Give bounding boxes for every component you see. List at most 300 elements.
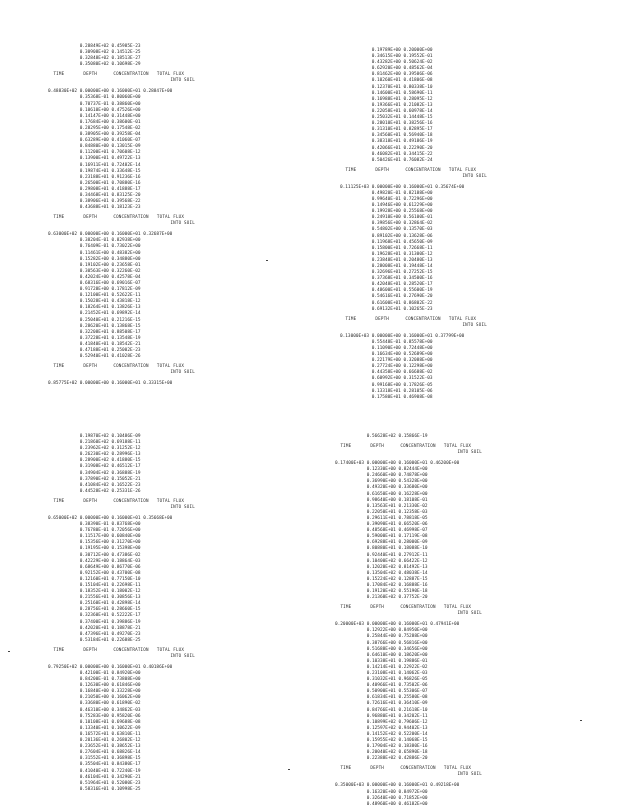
depth-value: 0.23652E+01 bbox=[79, 744, 109, 750]
header-depth: DEPTH bbox=[370, 765, 385, 771]
header-concentration: CONCENTRATION bbox=[400, 765, 436, 771]
concentration-value: 0.31270E+00 bbox=[111, 540, 141, 546]
depth-value: 0.15955E+02 bbox=[366, 738, 396, 744]
concentration-value: 0.12887E-15 bbox=[398, 576, 428, 582]
concentration-value: 0.34880E+00 bbox=[111, 256, 141, 262]
concentration-value: 0.52622E-11 bbox=[111, 293, 141, 299]
depth-value: 0.16911E+01 bbox=[79, 162, 109, 168]
depth-value: 0.00000E+00 bbox=[79, 89, 109, 95]
concentration-value: 0.33648E-15 bbox=[111, 168, 141, 174]
depth-value: 0.46104E+01 bbox=[79, 774, 109, 780]
depth-value: 0.32848E+02 bbox=[79, 56, 109, 62]
header-time: TIME bbox=[53, 214, 65, 220]
depth-value: 0.12020E+02 bbox=[366, 564, 396, 570]
depth-value: 0.00000E+00 bbox=[366, 461, 396, 467]
depth-value: 0.21556E+01 bbox=[79, 595, 109, 601]
depth-value: 0.61600E+01 bbox=[371, 300, 401, 306]
depth-value: 0.13563E+01 bbox=[366, 503, 396, 509]
depth-value: 0.10400E+02 bbox=[366, 558, 396, 564]
depth-value: 0.33680E+00 bbox=[79, 701, 109, 707]
concentration-value: 0.42578E-04 bbox=[111, 274, 141, 280]
concentration-value: 0.27690E-20 bbox=[403, 294, 433, 300]
concentration-value: 0.45985E-23 bbox=[111, 44, 141, 49]
concentration-value: 0.20000E+00 bbox=[403, 48, 433, 53]
concentration-value: 0.41880E-15 bbox=[111, 458, 141, 464]
concentration-value: 0.28000E-09 bbox=[398, 540, 428, 546]
concentration-value: 0.41806E-08 bbox=[403, 78, 433, 84]
concentration-value: 0.28660E-15 bbox=[111, 607, 141, 613]
column-header bbox=[48, 71, 195, 83]
header-concentration: CONCENTRATION bbox=[405, 315, 441, 321]
depth-value: 0.51964E+01 bbox=[79, 780, 109, 786]
depth-value: 0.00000E+00 bbox=[366, 622, 396, 628]
depth-value: 0.36990E+00 bbox=[366, 479, 396, 485]
data-row bbox=[335, 434, 482, 440]
concentration-value: 0.13826E-13 bbox=[111, 305, 141, 311]
depth-value: 0.62920E+00 bbox=[371, 66, 401, 72]
column-header bbox=[335, 443, 482, 455]
column-header-line bbox=[340, 322, 487, 328]
header-time: TIME bbox=[345, 315, 357, 321]
data-row bbox=[48, 489, 195, 495]
depth-value: 0.99640E-01 bbox=[371, 196, 401, 202]
depth-value: 0.00000E+00 bbox=[371, 184, 401, 190]
depth-value: 0.28849E+02 bbox=[79, 44, 109, 49]
concentration-value: 0.31300E-12 bbox=[403, 251, 433, 257]
header-flux-2: INTO SOIL bbox=[170, 652, 195, 658]
concentration-value: 0.32864E-02 bbox=[403, 221, 433, 227]
depth-value: 0.10610E+00 bbox=[79, 107, 109, 113]
depth-value: 0.19366E+01 bbox=[371, 102, 401, 108]
depth-value: 0.25160E+01 bbox=[79, 601, 109, 607]
depth-value: 0.84766E+01 bbox=[366, 707, 396, 713]
concentration-value: 0.22698E-11 bbox=[111, 582, 141, 588]
header-depth: DEPTH bbox=[83, 497, 98, 503]
concentration-value: 0.16000E+01 bbox=[111, 89, 141, 95]
concentration-value: 0.94402E-13 bbox=[398, 725, 428, 731]
depth-value: 0.10260E+01 bbox=[371, 78, 401, 84]
depth-value: 0.69132E+01 bbox=[371, 306, 401, 312]
header-time: TIME bbox=[340, 765, 352, 771]
concentration-value: 0.18513E-27 bbox=[111, 56, 141, 62]
concentration-value: 0.76082E-24 bbox=[403, 157, 433, 163]
depth-value: 0.42066E+01 bbox=[371, 145, 401, 151]
depth-value: 0.14214E+01 bbox=[366, 664, 396, 670]
depth-value: 0.22179E+00 bbox=[371, 358, 401, 364]
concentration-value: 0.69188E-11 bbox=[111, 440, 141, 446]
concentration-value: 0.32260E-02 bbox=[111, 268, 141, 274]
column-header-line bbox=[335, 610, 482, 616]
concentration-value: 0.56940E-18 bbox=[403, 133, 433, 139]
depth-value: 0.23108E+01 bbox=[366, 671, 396, 676]
depth-value: 0.19789E+00 bbox=[371, 48, 401, 53]
concentration-value: 0.85578E+00 bbox=[403, 339, 433, 345]
concentration-value: 0.41888E-17 bbox=[111, 186, 141, 192]
depth-value: 0.47396E+01 bbox=[79, 631, 109, 637]
concentration-value: 0.15052E-21 bbox=[111, 476, 141, 482]
time-value: 0.85775E+02 bbox=[48, 381, 78, 387]
depth-value: 0.11461E+00 bbox=[79, 250, 109, 256]
concentration-value: 0.26802E-12 bbox=[111, 738, 141, 744]
column-header-line bbox=[335, 449, 482, 455]
depth-value: 0.98640E+00 bbox=[366, 497, 396, 503]
concentration-value: 0.63810E-11 bbox=[111, 731, 141, 737]
concentration-value: 0.66688E-02 bbox=[403, 370, 433, 376]
concentration-value: 0.91236E-16 bbox=[111, 174, 141, 180]
depth-value: 0.31552E+01 bbox=[79, 756, 109, 762]
concentration-value: 0.77150E-10 bbox=[111, 576, 141, 582]
concentration-value: 0.46998E-07 bbox=[398, 528, 428, 534]
concentration-value: 0.14448E-15 bbox=[403, 115, 433, 121]
depth-value: 0.10899E+02 bbox=[366, 719, 396, 725]
column-header bbox=[335, 765, 482, 777]
concentration-value: 0.17119E-08 bbox=[398, 534, 428, 540]
depth-value: 0.13504E+02 bbox=[366, 570, 396, 576]
concentration-value: 0.79606E-12 bbox=[398, 719, 428, 725]
depth-value: 0.50426E+01 bbox=[371, 157, 401, 163]
depth-value: 0.91728E+00 bbox=[79, 287, 109, 293]
concentration-value: 0.31448E+00 bbox=[111, 113, 141, 119]
data-row bbox=[340, 395, 487, 401]
concentration-value: 0.52689E+00 bbox=[403, 352, 433, 358]
header-time: TIME bbox=[340, 604, 352, 610]
depth-value: 0.23848E+01 bbox=[371, 257, 401, 263]
depth-value: 0.17904E+02 bbox=[366, 744, 396, 750]
column-header bbox=[340, 167, 487, 179]
concentration-value: 0.37752E-20 bbox=[398, 595, 428, 601]
depth-value: 0.13318E+01 bbox=[371, 388, 401, 394]
depth-value: 0.40966E+01 bbox=[366, 683, 396, 689]
concentration-value: 0.70608E-12 bbox=[111, 150, 141, 156]
data-row-time bbox=[48, 381, 195, 387]
depth-value: 0.37228E+01 bbox=[79, 335, 109, 341]
depth-value: 0.17684E+00 bbox=[79, 119, 109, 125]
depth-value: 0.26500E+01 bbox=[79, 180, 109, 186]
concentration-value: 0.16000E+01 bbox=[111, 232, 141, 238]
depth-value: 0.16572E+01 bbox=[79, 731, 109, 737]
header-depth: DEPTH bbox=[83, 363, 98, 369]
concentration-value: 0.38652E-13 bbox=[111, 744, 141, 750]
depth-value: 0.37400E+01 bbox=[79, 619, 109, 625]
concentration-value: 0.22688E-25 bbox=[111, 637, 141, 643]
column-header-line bbox=[48, 220, 195, 226]
header-flux: TOTAL FLUX bbox=[156, 363, 185, 369]
concentration-value: 0.47386E-02 bbox=[111, 552, 141, 558]
concentration-value: 0.74878E+00 bbox=[398, 473, 428, 479]
concentration-value: 0.17548E-02 bbox=[111, 125, 141, 131]
depth-value: 0.58316E+01 bbox=[79, 786, 109, 792]
depth-value: 0.19120E+02 bbox=[366, 589, 396, 595]
concentration-value: 0.54328E+00 bbox=[398, 479, 428, 485]
flux-value: 0.40186E+00 bbox=[143, 664, 173, 670]
concentration-value: 0.41060E-07 bbox=[111, 138, 141, 144]
depth-value: 0.13340E+01 bbox=[79, 725, 109, 731]
concentration-value: 0.72668E-11 bbox=[403, 245, 433, 251]
concentration-value: 0.10265E-23 bbox=[403, 306, 433, 312]
depth-value: 0.42024E+00 bbox=[79, 274, 109, 280]
depth-value: 0.23962E+02 bbox=[79, 446, 109, 452]
concentration-value: 0.21618E-10 bbox=[398, 707, 428, 713]
concentration-value: 0.83125E-20 bbox=[111, 192, 141, 198]
concentration-value: 0.18123E-23 bbox=[111, 205, 141, 211]
depth-value: 0.38766E+00 bbox=[366, 640, 396, 646]
depth-value: 0.17580E+01 bbox=[371, 394, 401, 400]
concentration-value: 0.69892E-14 bbox=[111, 311, 141, 317]
concentration-value: 0.36410E-09 bbox=[398, 701, 428, 707]
data-row bbox=[340, 158, 487, 164]
depth-value: 0.11090E+00 bbox=[371, 345, 401, 351]
concentration-value: 0.49186E-19 bbox=[403, 139, 433, 145]
concentration-value: 0.22290E-20 bbox=[403, 145, 433, 151]
depth-value: 0.21360E+02 bbox=[366, 595, 396, 601]
concentration-value: 0.31522E-03 bbox=[403, 376, 433, 382]
concentration-value: 0.21216E-15 bbox=[111, 317, 141, 323]
concentration-value: 0.80060E+00 bbox=[111, 95, 141, 101]
flux-value: 0.46200E+00 bbox=[430, 461, 460, 467]
depth-value: 0.64610E+00 bbox=[366, 652, 396, 658]
header-flux-2: INTO SOIL bbox=[170, 369, 195, 375]
depth-value: 0.16634E+00 bbox=[371, 352, 401, 358]
depth-value: 0.12100E+01 bbox=[79, 293, 109, 299]
depth-value: 0.38390E-01 bbox=[79, 522, 109, 528]
header-flux-2: INTO SOIL bbox=[462, 172, 487, 178]
concentration-value: 0.32088E+00 bbox=[403, 358, 433, 364]
depth-value: 0.68649E+00 bbox=[79, 564, 109, 570]
depth-value: 0.10108E+01 bbox=[79, 719, 109, 725]
column-header bbox=[48, 647, 195, 659]
depth-value: 0.15800E+01 bbox=[371, 245, 401, 251]
concentration-value: 0.10998E-25 bbox=[111, 786, 141, 792]
depth-value: 0.28756E+01 bbox=[79, 607, 109, 613]
depth-value: 0.60992E+00 bbox=[371, 376, 401, 382]
depth-value: 0.46082E+01 bbox=[371, 151, 401, 157]
depth-value: 0.34560E+01 bbox=[371, 133, 401, 139]
depth-value: 0.42100E-01 bbox=[79, 671, 109, 676]
depth-value: 0.42020E+01 bbox=[79, 625, 109, 631]
concentration-value: 0.81492E-13 bbox=[398, 564, 428, 570]
concentration-value: 0.55306E-07 bbox=[398, 689, 428, 695]
concentration-value: 0.10698E-29 bbox=[111, 62, 141, 68]
depth-value: 0.17084E+02 bbox=[366, 582, 396, 588]
depth-value: 0.14147E+00 bbox=[79, 113, 109, 119]
depth-value: 0.96880E+01 bbox=[366, 713, 396, 719]
depth-value: 0.16320E+00 bbox=[366, 789, 396, 795]
depth-value: 0.37368E+01 bbox=[371, 276, 401, 282]
flux-value: 0.28847E+00 bbox=[143, 89, 173, 95]
header-flux-2: INTO SOIL bbox=[457, 771, 482, 777]
time-value: 0.11125E+03 bbox=[340, 184, 370, 190]
concentration-value: 0.82938E+00 bbox=[111, 238, 141, 244]
concentration-value: 0.72296E+00 bbox=[403, 196, 433, 202]
concentration-value: 0.86802E-22 bbox=[403, 300, 433, 306]
header-concentration: CONCENTRATION bbox=[113, 363, 149, 369]
depth-value: 0.19874E+01 bbox=[79, 168, 109, 174]
concentration-value: 0.50624E-02 bbox=[403, 60, 433, 66]
depth-value: 0.43282E+00 bbox=[371, 60, 401, 66]
concentration-value: 0.13015E-09 bbox=[111, 144, 141, 150]
concentration-value: 0.41028E-26 bbox=[111, 354, 141, 360]
concentration-value: 0.42898E-14 bbox=[111, 601, 141, 607]
depth-value: 0.00000E+00 bbox=[79, 381, 109, 387]
time-value: 0.13000E+03 bbox=[340, 333, 370, 339]
concentration-value: 0.56816E+00 bbox=[398, 640, 428, 646]
depth-value: 0.11968E+01 bbox=[371, 239, 401, 245]
concentration-value: 0.86770E-06 bbox=[111, 564, 141, 570]
concentration-value: 0.39506E-06 bbox=[403, 72, 433, 78]
depth-value: 0.38318E+01 bbox=[371, 139, 401, 145]
concentration-value: 0.84972E+00 bbox=[398, 789, 428, 795]
header-concentration: CONCENTRATION bbox=[113, 71, 149, 77]
concentration-value: 0.16000E+01 bbox=[111, 515, 141, 521]
depth-value: 0.13900E+01 bbox=[79, 156, 109, 162]
concentration-value: 0.23658E-01 bbox=[111, 262, 141, 268]
depth-value: 0.54802E+00 bbox=[371, 227, 401, 233]
depth-value: 0.14600E+01 bbox=[371, 90, 401, 96]
depth-value: 0.46310E+00 bbox=[79, 707, 109, 713]
depth-value: 0.31310E+01 bbox=[371, 127, 401, 133]
time-value: 0.17400E+03 bbox=[335, 461, 365, 467]
concentration-value: 0.68826E-14 bbox=[111, 750, 141, 756]
data-row bbox=[48, 638, 195, 644]
concentration-value: 0.95820E-06 bbox=[111, 713, 141, 719]
concentration-value: 0.46512E-17 bbox=[111, 464, 141, 470]
header-flux: TOTAL FLUX bbox=[156, 497, 185, 503]
concentration-value: 0.27252E-15 bbox=[403, 270, 433, 276]
concentration-value: 0.65890E-18 bbox=[398, 750, 428, 756]
depth-value: 0.52940E+01 bbox=[79, 354, 109, 360]
concentration-value: 0.16000E+01 bbox=[111, 664, 141, 670]
depth-value: 0.21050E+00 bbox=[79, 695, 109, 701]
concentration-value: 0.38860E+00 bbox=[111, 101, 141, 107]
concentration-value: 0.10622E-09 bbox=[111, 725, 141, 731]
header-time: TIME bbox=[345, 166, 357, 172]
concentration-value: 0.52200E-14 bbox=[398, 731, 428, 737]
concentration-value: 0.45650E-09 bbox=[403, 239, 433, 245]
depth-value: 0.00000E+00 bbox=[79, 515, 109, 521]
concentration-value: 0.80338E-10 bbox=[403, 84, 433, 90]
concentration-value: 0.73022E+00 bbox=[111, 244, 141, 250]
concentration-value: 0.46908E-08 bbox=[403, 394, 433, 400]
concentration-value: 0.82188E+00 bbox=[403, 190, 433, 196]
data-row bbox=[48, 354, 195, 360]
flux-value: 0.37799E+00 bbox=[435, 333, 465, 339]
data-panel-bottom-right bbox=[335, 434, 482, 808]
depth-value: 0.32360E+01 bbox=[79, 613, 109, 619]
header-time: TIME bbox=[53, 71, 65, 77]
concentration-value: 0.83768E+00 bbox=[111, 522, 141, 528]
depth-value: 0.48600E+01 bbox=[371, 288, 401, 294]
header-concentration: CONCENTRATION bbox=[400, 604, 436, 610]
depth-value: 0.30712E+00 bbox=[79, 552, 109, 558]
concentration-value: 0.14062E-03 bbox=[398, 671, 428, 676]
flux-value: 0.47941E+00 bbox=[430, 622, 460, 628]
depth-value: 0.15224E+02 bbox=[366, 576, 396, 582]
depth-value: 0.44358E+00 bbox=[371, 370, 401, 376]
concentration-value: 0.16000E+01 bbox=[111, 381, 141, 387]
depth-value: 0.55448E-01 bbox=[371, 339, 401, 345]
flux-value: 0.33315E+00 bbox=[143, 381, 173, 387]
depth-value: 0.38906E+01 bbox=[79, 199, 109, 205]
depth-value: 0.12160E+01 bbox=[79, 576, 109, 582]
header-flux: TOTAL FLUX bbox=[443, 604, 472, 610]
scan-speck bbox=[580, 720, 582, 721]
depth-value: 0.21860E+02 bbox=[79, 440, 109, 446]
header-depth: DEPTH bbox=[370, 443, 385, 449]
scan-speck bbox=[8, 651, 10, 652]
concentration-value: 0.12358E-03 bbox=[398, 509, 428, 515]
header-flux-2: INTO SOIL bbox=[462, 321, 487, 327]
depth-value: 0.15282E+00 bbox=[79, 256, 109, 262]
concentration-value: 0.48038E-14 bbox=[398, 570, 428, 576]
concentration-value: 0.84920E+00 bbox=[111, 671, 141, 676]
depth-value: 0.32640E+00 bbox=[366, 795, 396, 801]
depth-value: 0.00000E+00 bbox=[79, 664, 109, 670]
header-depth: DEPTH bbox=[370, 604, 385, 610]
depth-value: 0.92440E+01 bbox=[366, 552, 396, 558]
depth-value: 0.92152E+00 bbox=[79, 570, 109, 576]
concentration-value: 0.33228E+00 bbox=[111, 689, 141, 695]
concentration-value: 0.16000E+01 bbox=[403, 333, 433, 339]
depth-value: 0.31908E+02 bbox=[79, 464, 109, 470]
data-row bbox=[335, 595, 482, 601]
concentration-value: 0.58690E-11 bbox=[403, 90, 433, 96]
header-depth: DEPTH bbox=[83, 214, 98, 220]
column-header bbox=[48, 214, 195, 226]
depth-value: 0.56628E+02 bbox=[366, 434, 396, 439]
concentration-value: 0.18088E-10 bbox=[398, 546, 428, 552]
depth-value: 0.84880E+00 bbox=[79, 144, 109, 150]
scan-speck bbox=[288, 769, 290, 770]
depth-value: 0.14946E+00 bbox=[371, 203, 401, 209]
depth-value: 0.42229E+00 bbox=[79, 558, 109, 564]
depth-value: 0.49320E+00 bbox=[366, 485, 396, 491]
header-flux: TOTAL FLUX bbox=[156, 214, 185, 220]
depth-value: 0.43688E+01 bbox=[79, 205, 109, 211]
depth-value: 0.38204E-01 bbox=[79, 238, 109, 244]
concentration-value: 0.15866E-19 bbox=[398, 434, 428, 439]
concentration-value: 0.27912E-11 bbox=[398, 552, 428, 558]
depth-value: 0.00000E+00 bbox=[366, 783, 396, 789]
depth-value: 0.39856E+00 bbox=[371, 221, 401, 227]
concentration-value: 0.13548E-19 bbox=[111, 335, 141, 341]
concentration-value: 0.52080E-23 bbox=[111, 780, 141, 786]
depth-value: 0.19870E+02 bbox=[79, 434, 109, 439]
header-depth: DEPTH bbox=[83, 646, 98, 652]
concentration-value: 0.75288E+00 bbox=[398, 634, 428, 640]
concentration-value: 0.16888E-16 bbox=[398, 582, 428, 588]
concentration-value: 0.61229E+00 bbox=[403, 203, 433, 209]
concentration-value: 0.56100E-01 bbox=[403, 215, 433, 221]
depth-value: 0.28620E+01 bbox=[79, 323, 109, 329]
depth-value: 0.38905E+00 bbox=[79, 132, 109, 138]
concentration-value: 0.84380E-17 bbox=[111, 762, 141, 768]
depth-value: 0.42048E+01 bbox=[371, 282, 401, 288]
header-flux: TOTAL FLUX bbox=[443, 443, 472, 449]
concentration-value: 0.36898E-15 bbox=[111, 756, 141, 762]
depth-value: 0.89102E+00 bbox=[371, 233, 401, 239]
concentration-value: 0.16000E+01 bbox=[398, 622, 428, 628]
concentration-value: 0.34862E-03 bbox=[111, 707, 141, 713]
concentration-value: 0.25568E+00 bbox=[403, 209, 433, 215]
concentration-value: 0.72240E-19 bbox=[111, 768, 141, 774]
concentration-value: 0.16000E+01 bbox=[398, 461, 428, 467]
header-time: TIME bbox=[53, 497, 65, 503]
concentration-value: 0.21082E-13 bbox=[403, 102, 433, 108]
concentration-value: 0.88508E-17 bbox=[111, 329, 141, 335]
depth-value: 0.44528E+02 bbox=[79, 488, 109, 494]
concentration-value: 0.13628E-06 bbox=[403, 233, 433, 239]
depth-value: 0.20040E+02 bbox=[366, 750, 396, 756]
